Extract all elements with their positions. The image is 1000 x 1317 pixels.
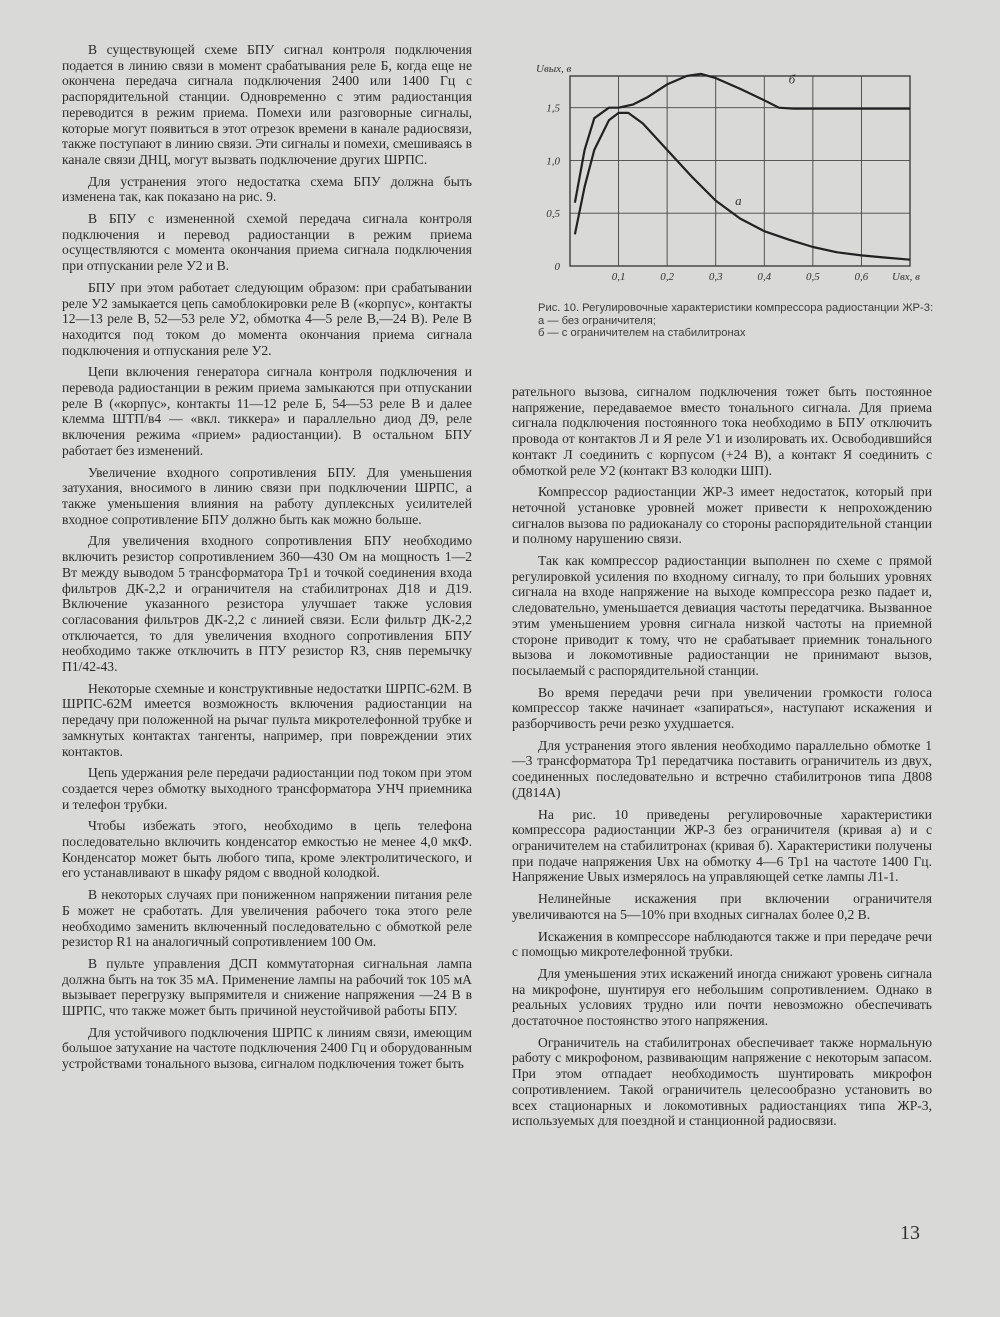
paragraph: В БПУ с измененной схемой передача сигнала контроля подключения и перевод радиостанции в режим приема осуществляются с момента окончания приема сигнала подключения при отпускании реле У2 и В. xyxy=(62,211,472,274)
left-text-column xyxy=(62,42,472,1078)
curve-a xyxy=(575,113,910,260)
x-tick-label: 0,6 xyxy=(854,271,869,283)
paragraph: Искажения в компрессоре наблюдаются также и при передаче речи с помощью микротелефонной трубки. xyxy=(512,928,932,960)
paragraph: Для устойчивого подключения ШРПС к линиям связи, имеющим большое затухание на частоте подключения 2400 Гц и оборудованным устройствами тонального вызова, сигналом подключения тожет быть xyxy=(62,1024,472,1072)
paragraph: БПУ при этом работает следующим образом: при срабатывании реле У2 замыкается цепь самоблокировки реле В («корпус», контакты 12—13 реле В, 52—53 реле У2, обмотка 4—5 реле В,—24 В). Реле В находится под током до момента окончания приема сигнала подключения и отпускания реле У2. xyxy=(62,279,472,358)
x-tick-label: 0,1 xyxy=(611,271,626,283)
curve-label-b: б xyxy=(788,71,796,87)
paragraph: Ограничитель на стабилитронах обеспечивает также нормальную работу с микрофоном, развивающим напряжение с некоторым запасом. При этом отпадает необходимость шунтировать микрофон сопротивлением. Такой ограничитель целесообразно установить во всех стационарных и локомотивных радиостанциях типа ЖР-3, используемых для поездной и станционной радиосвязи. xyxy=(512,1034,932,1129)
paragraph: Так как компрессор радиостанции выполнен по схеме с прямой регулировкой усиления по входному сигналу, то при больших уровнях сигнала на входе напряжение на выходе компрессора резко падает и, следовательно, уменьшается девиация частоты передатчика. Вызванное этим уменьшением уровня сигнала низкой частоты на приемной стороне приводит к тому, что не срабатывает приемник тонального вызова и локомотивные радиостанции не принимают вызов, посылаемый с распорядительной станции. xyxy=(512,553,932,678)
paragraph: Для устранения этого недостатка схема БПУ должна быть изменена так, как показано на рис. 9. xyxy=(62,173,472,205)
plot-frame xyxy=(570,76,910,266)
paragraph: Цепи включения генератора сигнала контроля подключения и перевода радиостанции в режим приема замыкаются при отпускании реле В («корпус», контакты 11—12 реле Б, 54—53 реле В и далее клемма ШТП/в4 — «вкл. тиккера» и параллельно диод Д9, реле включения режима «прием» радиостанции). В остальном БПУ работает без изменений. xyxy=(62,364,472,458)
curve-b xyxy=(575,74,910,203)
x-tick-label: 0,4 xyxy=(757,271,772,283)
y-tick-label: 1,5 xyxy=(546,102,560,115)
paragraph: Компрессор радиостанции ЖР-3 имеет недостаток, который при неточной установке уровней может привести к непрохождению сигналов вызова по радиоканалу со стороны распорядительной станции и полному нарушению связи. xyxy=(512,484,932,547)
paragraph: Для уменьшения этих искажений иногда снижают уровень сигнала на микрофоне, шунтируя его небольшим сопротивлением. Однако в реальных условиях трудно или почти невозможно обеспечивать достаточное постоянство этого напряжения. xyxy=(512,965,932,1029)
paragraph: Для устранения этого явления необходимо параллельно обмотке 1—3 трансформатора Тр1 передатчика поставить ограничитель из двух, соединенных последовательно и встречно стабилитронов типа Д808 (Д814А) xyxy=(512,737,932,800)
paragraph: В пульте управления ДСП коммутаторная сигнальная лампа должна быть на ток 35 мА. Применение лампы на рабочий ток 105 мА вызывает перегрузку выпрямителя и снижение напряжения —24 В в ШРПС, что также может быть причиной неустойчивой работы БПУ. xyxy=(62,955,472,1019)
paragraph: Некоторые схемные и конструктивные недостатки ШРПС-62М. В ШРПС-62М имеется возможность включения радиостанции на передачу при положенной на рычаг пульта микротелефонной трубке и замкнутых контактах тангенты, например, при повреждении этих контактов. xyxy=(62,680,472,759)
paragraph: Чтобы избежать этого, необходимо в цепь телефона последовательно включить конденсатор емкостью не менее 4,0 мкФ. Конденсатор может быть любого типа, кроме электролитического, и его устанавливают в шкафу рядом с вводной колодкой. xyxy=(62,818,472,881)
paragraph: Цепь удержания реле передачи радиостанции под током при этом создается через обмотку выходного трансформатора УНЧ приемника и телефон трубки. xyxy=(62,765,472,812)
x-tick-label: 0,5 xyxy=(805,271,820,283)
caption-line-b: б — с ограничителем на стабилитронах xyxy=(538,327,746,339)
y-tick-label: 0,5 xyxy=(546,208,560,221)
x-axis-label: Uвх, в xyxy=(892,271,920,283)
paragraph: Во время передачи речи при увеличении громкости голоса компрессор также начинает «запираться», наступают искажения и разборчивость речи резко ухудшается. xyxy=(512,684,932,732)
right-text-column xyxy=(512,384,932,1135)
figure-caption xyxy=(538,302,938,340)
paragraph: Для увеличения входного сопротивления БПУ необходимо включить резистор сопротивлением 360—430 Ом на мощность 1—2 Вт между выводом 5 трансформатора Тр1 и точкой соединения входа фильтров ДК-2,2 и ограничителя на стабилитронах Д18 и Д19. Включение указанного резистора улучшает также условия согласования фильтров ДК-2,2 с линией связи. Если фильтр ДК-2,2 отключается, то для увеличения входного сопротивления БПУ необходимо также отключить в ПТУ резистор R3, сняв перемычку П1/42-43. xyxy=(62,533,472,675)
paragraph: Нелинейные искажения при включении ограничителя увеличиваются на 5—10% при входных сигналах более 0,2 В. xyxy=(512,891,932,922)
caption-title: Рис. 10. Регулировочные характеристики компрессора радиостанции ЖР-3: xyxy=(538,302,934,314)
y-tick-label: 1,0 xyxy=(546,155,560,168)
caption-line-a: а — без ограничителя; xyxy=(538,314,656,327)
y-tick-label: 0 xyxy=(554,261,560,273)
paragraph: На рис. 10 приведены регулировочные характеристики компрессора радиостанции ЖР-3 без ограничителя (кривая а) и с ограничителем на стабилитронах (кривая б). Характеристики получены при подаче напряжения Uвх на обмотку 4—6 Тр1 на частоте 1400 Гц. Напряжение Uвых измерялось на управляющей сетке лампы Л1-1. xyxy=(512,806,932,885)
paragraph: рательного вызова, сигналом подключения тожет быть постоянное напряжение, передаваемое вместо тонального сигнала. Для приема сигнала подключения постоянного тока необходимо в БПУ отключить провода от контактов Л и Я реле У1 и изолировать их. Освободившийся контакт Л соединить с корпусом (+24 В), а контакт Я соединить с обмоткой реле У2 (контакт В3 колодки ШП). xyxy=(512,384,932,478)
page-number: 13 xyxy=(900,1222,920,1244)
paragraph: Увеличение входного сопротивления БПУ. Для уменьшения затухания, вносимого в линию связи при подключении ШРПС, а также уменьшения влияния на работу дуплексных усилителей входное сопротивление БПУ должно быть как можно больше. xyxy=(62,464,472,527)
y-axis-label: Uвых, в xyxy=(536,63,572,75)
paragraph: В существующей схеме БПУ сигнал контроля подключения подается в линию связи в момент срабатывания реле Б, когда еще не окончена передача сигнала подключения 2400 или 1400 Гц с распорядительной станции. Одновременно с этим радиостанция переводится в режим приема. Помехи или разговорные сигналы, которые могут появиться в этот отрезок времени в канале радиосвязи, также поступают в линию связи. Эти сигналы и помехи, смешиваясь в канале связи ДНЦ, могут вызвать подключение других ШРПС. xyxy=(62,42,472,167)
paragraph: В некоторых случаях при пониженном напряжении питания реле Б может не сработать. Для увеличения рабочего тока этого реле необходимо заменить включенный последовательно с обмоткой реле резистор R1 на аналогичный сопротивлением 100 Ом. xyxy=(62,887,472,950)
curve-label-a: а xyxy=(735,192,742,208)
chart-svg xyxy=(522,56,942,296)
x-tick-label: 0,2 xyxy=(660,271,675,283)
x-tick-label: 0,3 xyxy=(708,271,723,283)
